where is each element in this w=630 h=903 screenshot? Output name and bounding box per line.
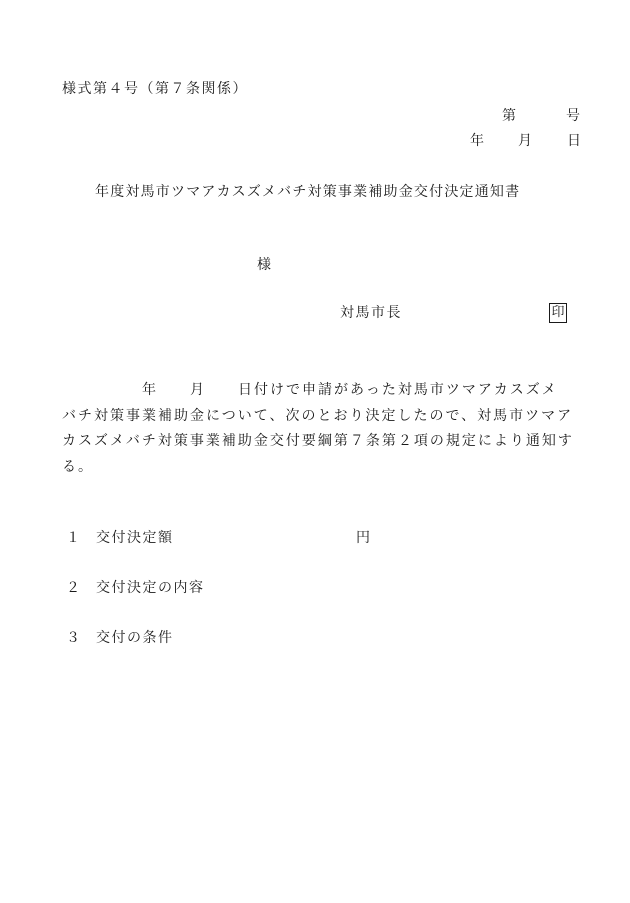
list-item-grant-content <box>66 579 205 597</box>
item-label: 交付決定額 <box>96 530 174 546</box>
item-number: ３ <box>66 630 82 646</box>
body-paragraph <box>62 378 582 480</box>
body-line: カスズメバチ対策事業補助金交付要綱第７条第２項の規定により通知す <box>62 433 574 449</box>
date-month-label: 月 <box>518 133 534 149</box>
list-item-grant-amount <box>66 529 174 547</box>
body-line: バチ対策事業補助金について、次のとおり決定したので、対馬市ツマア <box>62 407 574 424</box>
seal-stamp-box: 印 <box>549 303 567 323</box>
item-number: ２ <box>66 580 82 596</box>
doc-number-prefix: 第 <box>502 108 518 124</box>
form-label: 様式第４号（第７条関係） <box>62 81 248 97</box>
item-label: 交付の条件 <box>96 630 174 646</box>
addressee-honorific: 様 <box>257 257 273 273</box>
list-item-grant-conditions <box>66 629 174 647</box>
body-line: る。 <box>62 458 94 475</box>
sender-name: 対馬市長 <box>340 305 402 321</box>
doc-number-suffix: 号 <box>566 108 582 124</box>
body-line: 年 月 日付けで申請があった対馬市ツマアカスズメ <box>62 382 558 398</box>
date-day-label: 日 <box>567 133 583 149</box>
document-title: 年度対馬市ツマアカスズメバチ対策事業補助金交付決定通知書 <box>95 184 521 200</box>
currency-unit: 円 <box>356 530 372 546</box>
item-number: １ <box>66 530 82 546</box>
item-label: 交付決定の内容 <box>96 580 205 596</box>
date-year-label: 年 <box>470 133 486 149</box>
